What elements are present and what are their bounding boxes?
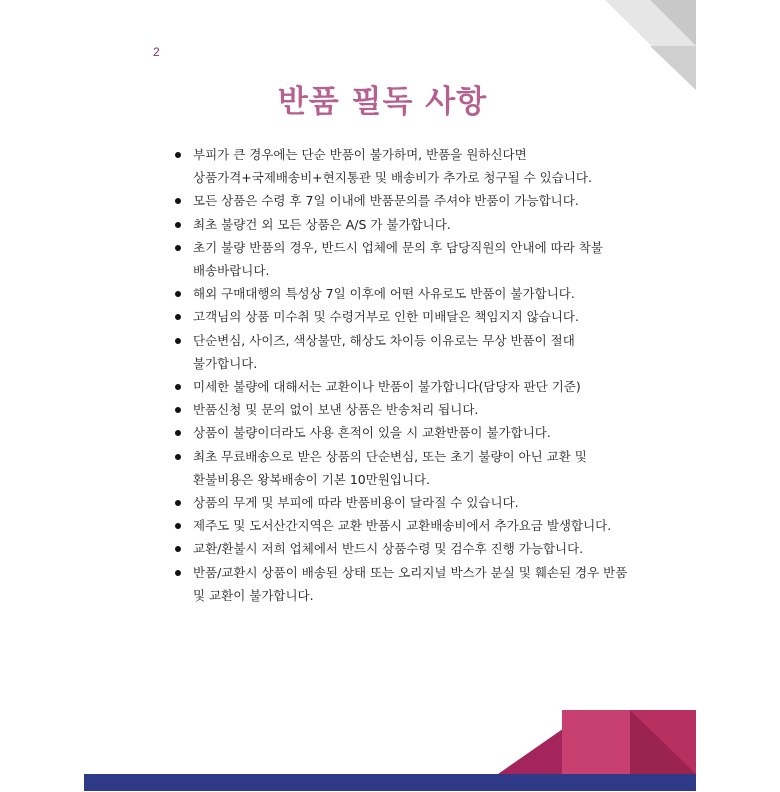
bullet-icon — [175, 430, 181, 436]
bullet-icon — [175, 500, 181, 506]
list-item-text: 교환/환불시 저희 업체에서 반드시 상품수령 및 검수후 진행 가능합니다. — [193, 541, 584, 557]
list-item-text: 제주도 및 도서산간지역은 교환 반품시 교환배송비에서 추가요금 발생합니다. — [193, 518, 612, 534]
bullet-icon — [175, 245, 181, 251]
list-item-text: 모든 상품은 수령 후 7일 이내에 반품문의를 주셔야 반품이 가능합니다. — [193, 193, 579, 209]
list-item — [173, 514, 633, 537]
list-item — [173, 421, 633, 444]
list-item — [173, 537, 633, 560]
bullet-icon — [175, 338, 181, 344]
return-rules-list — [173, 143, 633, 607]
footer-decoration — [0, 700, 780, 792]
footer-navy-band — [84, 774, 696, 791]
list-item-text: 미세한 불량에 대해서는 교환이나 반품이 불가합니다(담당자 판단 기준) — [193, 379, 581, 395]
list-item — [173, 213, 633, 236]
list-item-text: 고객님의 상품 미수취 및 수령거부로 인한 미배달은 책임지지 않습니다. — [193, 309, 579, 325]
list-item — [173, 398, 633, 421]
list-item — [173, 305, 633, 328]
list-item-text: 부피가 큰 경우에는 단순 반품이 불가하며, 반품을 원하신다면 상품가격+국제배송비+현지통관 및 배송비가 추가로 청구될 수 있습니다. — [193, 147, 592, 186]
list-item-text: 초기 불량 반품의 경우, 반드시 업체에 문의 후 담당직원의 안내에 따라 착불 배송바랍니다. — [193, 239, 603, 279]
list-item-text: 상품의 무게 및 부피에 따라 반품비용이 달라질 수 있습니다. — [193, 495, 519, 511]
list-item — [173, 329, 633, 375]
bullet-icon — [175, 546, 181, 552]
page-number: 2 — [153, 45, 160, 59]
list-item-text: 반품신청 및 문의 없이 보낸 상품은 반송처리 됩니다. — [193, 402, 479, 418]
list-item-text: 최초 불량건 외 모든 상품은 A/S 가 불가합니다. — [193, 216, 451, 232]
page-title: 반품 필독 사항 — [277, 84, 488, 120]
list-item — [173, 282, 633, 305]
bullet-icon — [175, 454, 181, 460]
footer-panel-magenta — [562, 710, 630, 774]
list-item-text: 최초 무료배송으로 받은 상품의 단순변심, 또는 초기 불량이 아닌 교환 및 환불비용은 왕복배송이 기본 10만원입니다. — [193, 448, 587, 487]
list-item-text: 상품이 불량이더라도 사용 흔적이 있을 시 교환반품이 불가합니다. — [193, 425, 551, 441]
bullet-icon — [175, 222, 181, 228]
bullet-icon — [175, 523, 181, 529]
bullet-icon — [175, 152, 181, 158]
bullet-icon — [175, 384, 181, 390]
bullet-icon — [175, 570, 181, 576]
list-item — [173, 143, 633, 189]
bullet-icon — [175, 291, 181, 297]
list-item — [173, 445, 633, 491]
list-item-text: 해외 구매대행의 특성상 7일 이후에 어떤 사유로도 반품이 불가합니다. — [193, 286, 575, 302]
list-item — [173, 561, 633, 607]
list-item-text: 단순변심, 사이즈, 색상불만, 해상도 차이등 이유로는 무상 반품이 절대 불가합니다. — [193, 332, 575, 371]
list-item — [173, 189, 633, 212]
list-item — [173, 375, 633, 398]
list-item — [173, 236, 633, 282]
bullet-icon — [175, 314, 181, 320]
list-item-text: 반품/교환시 상품이 배송된 상태 또는 오리지널 박스가 분실 및 훼손된 경우 반품 및 교환이 불가합니다. — [193, 564, 628, 603]
list-item — [173, 491, 633, 514]
bullet-icon — [175, 407, 181, 413]
bullet-icon — [175, 198, 181, 204]
